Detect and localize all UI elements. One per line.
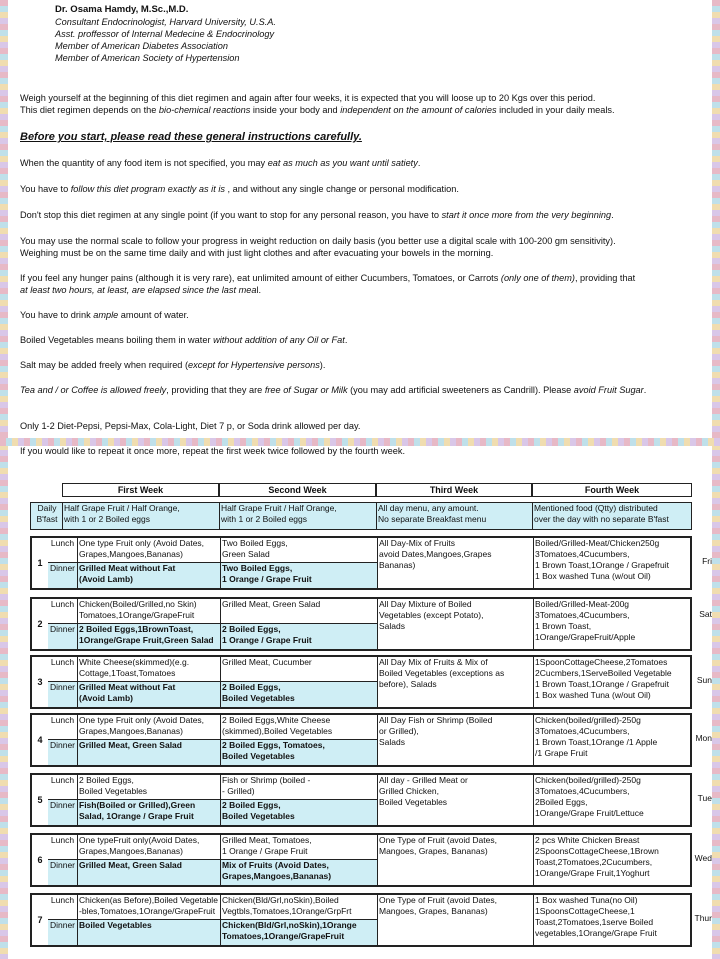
text: , and without any single change or personal modification. bbox=[224, 184, 459, 194]
breakfast-row bbox=[30, 502, 692, 530]
instruction-item bbox=[20, 334, 710, 346]
week3-cell: One Type of Fruit (avoid Dates, Mangoes, Grapes, Bananas) bbox=[378, 895, 534, 945]
text: start it once more from the very beginning bbox=[441, 210, 612, 220]
text: at least two hours, at least, are elapsed since the last mea bbox=[20, 285, 257, 295]
text: free of Sugar or Milk bbox=[264, 385, 348, 395]
day-number: 1 bbox=[37, 558, 43, 568]
instruction-item bbox=[20, 445, 710, 457]
instruction-item bbox=[20, 384, 710, 396]
intro-line: Weigh yourself at the beginning of this diet regimen and again after four weeks, it is expected that you will loose up to 20 Kgs over this period. bbox=[20, 93, 596, 103]
text: This diet regimen depends on the bbox=[20, 105, 159, 115]
week1-lunch: One type Fruit only (Avoid Dates, Grapes,Mangoes,Bananas) bbox=[78, 538, 221, 562]
week1-lunch: White Cheese(skimmed)(e.g. Cottage,1Toast,Tomatoes bbox=[78, 657, 221, 681]
text: without addition of any Oil or Fat bbox=[213, 335, 345, 345]
breakfast-cell: Half Grape Fruit / Half Orange, with 1 or 2 Boiled eggs bbox=[63, 503, 220, 529]
instruction-item bbox=[20, 359, 710, 371]
weekday-label: Thur bbox=[694, 913, 712, 923]
text: Tea and / or Coffee is allowed freely bbox=[20, 385, 167, 395]
week4-cell: Chicken(boiled/grilled)-250g 3Tomatoes,4Cucumbers, 1 Brown Toast,1Orange /1 Apple /1 Grape Fruit bbox=[534, 715, 690, 765]
week1-lunch: One type Fruit only (Avoid Dates, Grapes,Mangoes,Bananas) bbox=[78, 715, 221, 739]
author-name: Dr. Osama Hamdy, M.Sc.,M.D. bbox=[55, 4, 189, 15]
breakfast-cell: All day menu, any amount. No separate Breakfast menu bbox=[377, 503, 533, 529]
week1-dinner: Grilled Meat, Green Salad bbox=[78, 859, 221, 885]
text: ). bbox=[319, 360, 326, 370]
lunch-label: Lunch bbox=[48, 715, 78, 739]
intro-paragraph bbox=[20, 92, 700, 116]
week2-dinner: 2 Boiled Eggs, 1 Orange / Grape Fruit bbox=[221, 623, 378, 649]
day-number: 2 bbox=[37, 619, 43, 629]
text: except for Hypertensive persons bbox=[188, 360, 320, 370]
week3-cell: All day - Grilled Meat or Grilled Chicken, Boiled Vegetables bbox=[378, 775, 534, 825]
week1-dinner: Fish(Boiled or Grilled),Green Salad, 1Orange / Grape Fruit bbox=[78, 799, 221, 825]
day-row bbox=[30, 893, 712, 947]
day-number: 6 bbox=[37, 855, 43, 865]
week1-lunch: One typeFruit only(Avoid Dates, Grapes,Mangoes,Bananas) bbox=[78, 835, 221, 859]
instruction-item bbox=[20, 420, 710, 432]
week2-dinner: 2 Boiled Eggs, Boiled Vegetables bbox=[221, 681, 378, 707]
text: . bbox=[611, 210, 614, 220]
text: independent on the amount of calories bbox=[340, 105, 497, 115]
text: (you may add artificial sweeteners as Candrill). Please bbox=[347, 385, 574, 395]
week1-dinner: Grilled Meat, Green Salad bbox=[78, 739, 221, 765]
weekday-label: Mon bbox=[695, 733, 712, 743]
dinner-label: Dinner bbox=[48, 799, 78, 825]
lunch-label: Lunch bbox=[48, 657, 78, 681]
week3-cell: All Day Fish or Shrimp (Boiled or Grilled), Salads bbox=[378, 715, 534, 765]
dinner-label: Dinner bbox=[48, 919, 78, 945]
text: (only one of them) bbox=[500, 273, 575, 283]
intro-line bbox=[20, 104, 700, 116]
instruction-item bbox=[20, 209, 710, 221]
dinner-label: Dinner bbox=[48, 623, 78, 649]
week2-lunch: Two Boiled Eggs, Green Salad bbox=[221, 538, 378, 562]
text: Weighing must be on the same time daily and with just light clothes and after evacuating your bowels in the morning. bbox=[20, 248, 494, 258]
lunch-label: Lunch bbox=[48, 538, 78, 562]
day-number: 7 bbox=[37, 915, 43, 925]
week2-lunch: Grilled Meat, Green Salad bbox=[221, 599, 378, 623]
weekday-label: Fri bbox=[702, 556, 712, 566]
text: included in your daily meals. bbox=[496, 105, 615, 115]
instruction-item bbox=[20, 272, 710, 296]
text: . bbox=[417, 158, 421, 168]
text: bio-chemical reactions bbox=[158, 105, 251, 115]
text: You may use the normal scale to follow your progress in weight reduction on daily basis (you better use a digital scale with 100-200 gm sensitivity). bbox=[20, 236, 616, 246]
text: ample bbox=[93, 310, 119, 320]
text: , providing that they are bbox=[166, 385, 265, 395]
text: When the quantity of any food item is not specified, you may bbox=[20, 158, 268, 168]
author-block bbox=[55, 4, 276, 64]
breakfast-label: Daily B'fast bbox=[31, 503, 63, 529]
instruction-item bbox=[20, 235, 710, 259]
week2-dinner: 2 Boiled Eggs, Tomatoes, Boiled Vegetables bbox=[221, 739, 378, 765]
week4-cell: 1 Box washed Tuna(no Oil) 1SpoonsCottageCheese,1 Toast,2Tomatoes,1serve Boiled vegetables,1Orange/Grape Fruit bbox=[534, 895, 690, 945]
weekday-label: Sat bbox=[699, 609, 712, 619]
day-number: 4 bbox=[37, 735, 43, 745]
day-row bbox=[30, 773, 712, 827]
week-header: Third Week bbox=[376, 483, 532, 497]
instructions-heading: Before you start, please read these general instructions carefully. bbox=[20, 131, 362, 143]
text: , providing that bbox=[574, 273, 636, 283]
week2-lunch: Chicken(Bld/Grl,noSkin),Boiled Vegtbls,Tomatoes,1Orange/GrpFrt bbox=[221, 895, 378, 919]
text: Only 1-2 Diet-Pepsi, Pepsi-Max, Cola-Light, Diet 7 p, or Soda drink allowed per day. bbox=[20, 421, 361, 431]
text: Don't stop this diet regimen at any single point (if you want to stop for any personal reason, you have to bbox=[20, 210, 442, 220]
day-number: 3 bbox=[37, 677, 43, 687]
week-header-row bbox=[30, 483, 692, 497]
lunch-label: Lunch bbox=[48, 775, 78, 799]
decorative-border-left bbox=[0, 0, 8, 959]
day-row bbox=[30, 536, 712, 590]
breakfast-cell: Half Grape Fruit / Half Orange, with 1 or 2 Boiled eggs bbox=[220, 503, 377, 529]
text: . bbox=[643, 385, 647, 395]
weekday-label: Tue bbox=[697, 793, 712, 803]
week1-dinner: Boiled Vegetables bbox=[78, 919, 221, 945]
week3-cell: All Day Mix of Fruits & Mix of Boiled Vegetables (exceptions as before), Salads bbox=[378, 657, 534, 707]
text: l. bbox=[256, 285, 262, 295]
week4-cell: Boiled/Grilled-Meat/Chicken250g 3Tomatoes,4Cucumbers, 1 Brown Toast,1Orange / Grapefruit 1 Box washed Tuna (w/out Oil) bbox=[534, 538, 690, 588]
dinner-label: Dinner bbox=[48, 739, 78, 765]
day-row bbox=[30, 833, 712, 887]
week1-dinner: Grilled Meat without Fat (Avoid Lamb) bbox=[78, 562, 221, 588]
text: . bbox=[344, 335, 348, 345]
text: avoid Fruit Sugar bbox=[573, 385, 644, 395]
text: Salt may be added freely when required ( bbox=[20, 360, 189, 370]
text: You have to bbox=[20, 184, 71, 194]
instruction-item bbox=[20, 157, 710, 169]
text: If you would like to repeat it once more, repeat the first week twice followed by the fourth week. bbox=[20, 446, 406, 456]
week-header: First Week bbox=[62, 483, 219, 497]
text: inside your body and bbox=[250, 105, 341, 115]
week2-lunch: Grilled Meat, Cucumber bbox=[221, 657, 378, 681]
week4-cell: 1SpoonCottageCheese,2Tomatoes 2Cucmbers,1ServeBoiled Vegetable 1 Brown Toast,1Orange / Grapefruit 1 Box washed Tuna (w/out Oil) bbox=[534, 657, 690, 707]
author-title: Consultant Endocrinologist, Harvard University, U.S.A. bbox=[55, 17, 276, 27]
text: eat as much as you want until satiety bbox=[267, 158, 418, 168]
week2-lunch: Fish or Shrimp (boiled - - Grilled) bbox=[221, 775, 378, 799]
weekday-label: Wed bbox=[694, 853, 712, 863]
day-number: 5 bbox=[37, 795, 43, 805]
week4-cell: Boiled/Grilled-Meat-200g 3Tomatoes,4Cucumbers, 1 Brown Toast, 1Orange/GrapeFruit/Apple bbox=[534, 599, 690, 649]
lunch-label: Lunch bbox=[48, 599, 78, 623]
dinner-label: Dinner bbox=[48, 562, 78, 588]
week2-lunch: 2 Boiled Eggs,White Cheese (skimmed),Boiled Vegetables bbox=[221, 715, 378, 739]
lunch-label: Lunch bbox=[48, 835, 78, 859]
week1-lunch: Chicken(Boiled/Grilled,no Skin) Tomatoes,1Orange/GrapeFruit bbox=[78, 599, 221, 623]
instruction-item bbox=[20, 309, 710, 321]
text: If you feel any hunger pains (although it is very rare), eat unlimited amount of either Cucumbers, Tomatoes, or Carrots bbox=[20, 273, 501, 283]
week2-dinner: Two Boiled Eggs, 1 Orange / Grape Fruit bbox=[221, 562, 378, 588]
lunch-label: Lunch bbox=[48, 895, 78, 919]
week3-cell: All Day-Mix of Fruits avoid Dates,Mangoes,Grapes Bananas) bbox=[378, 538, 534, 588]
instruction-item bbox=[20, 183, 710, 195]
week3-cell: All Day Mixture of Boiled Vegetables (except Potato), Salads bbox=[378, 599, 534, 649]
week-header: Fourth Week bbox=[532, 483, 692, 497]
breakfast-cell: Mentioned food (Qtty) distributed over the day with no separate B'fast bbox=[533, 503, 691, 529]
week1-lunch: 2 Boiled Eggs, Boiled Vegetables bbox=[78, 775, 221, 799]
dinner-label: Dinner bbox=[48, 859, 78, 885]
week4-cell: 2 pcs White Chicken Breast 2SpoonsCottageCheese,1Brown Toast,2Tomatoes,2Cucumbers, 1Orange/Grape Fruit,1Yoghurt bbox=[534, 835, 690, 885]
week2-lunch: Grilled Meat, Tomatoes, 1 Orange / Grape Fruit bbox=[221, 835, 378, 859]
text: You have to drink bbox=[20, 310, 94, 320]
dinner-label: Dinner bbox=[48, 681, 78, 707]
week4-cell: Chicken(boiled/grilled)-250g 3Tomatoes,4Cucumbers, 2Boiled Eggs, 1Orange/Grape Fruit/Lettuce bbox=[534, 775, 690, 825]
week1-dinner: 2 Boiled Eggs,1BrownToast, 1Orange/Grape Fruit,Green Salad bbox=[78, 623, 221, 649]
day-row bbox=[30, 713, 712, 767]
week1-lunch: Chicken(as Before),Boiled Vegetable -bles,Tomatoes,1Orange/GrapeFruit bbox=[78, 895, 221, 919]
week1-dinner: Grilled Meat without Fat (Avoid Lamb) bbox=[78, 681, 221, 707]
author-membership: Member of American Diabetes Association bbox=[55, 41, 228, 51]
week2-dinner: Mix of Fruits (Avoid Dates, Grapes,Mangoes,Bananas) bbox=[221, 859, 378, 885]
day-row bbox=[30, 597, 712, 651]
week3-cell: One Type of Fruit (avoid Dates, Mangoes, Grapes, Bananas) bbox=[378, 835, 534, 885]
week2-dinner: Chicken(Bld/Grl,noSkin),1Orange Tomatoes,1Orange/GrapeFruit bbox=[221, 919, 378, 945]
text: Boiled Vegetables means boiling them in water bbox=[20, 335, 214, 345]
week2-dinner: 2 Boiled Eggs, Boiled Vegetables bbox=[221, 799, 378, 825]
week-header: Second Week bbox=[219, 483, 376, 497]
text: amount of water. bbox=[118, 310, 189, 320]
author-membership: Member of American Society of Hypertension bbox=[55, 53, 240, 63]
author-title: Asst. proffessor of Internal Medecine & Endocrinology bbox=[55, 29, 275, 39]
decorative-border-right bbox=[712, 0, 720, 959]
text: follow this diet program exactly as it is bbox=[70, 184, 225, 194]
weekday-label: Sun bbox=[696, 675, 712, 685]
day-row bbox=[30, 655, 712, 709]
